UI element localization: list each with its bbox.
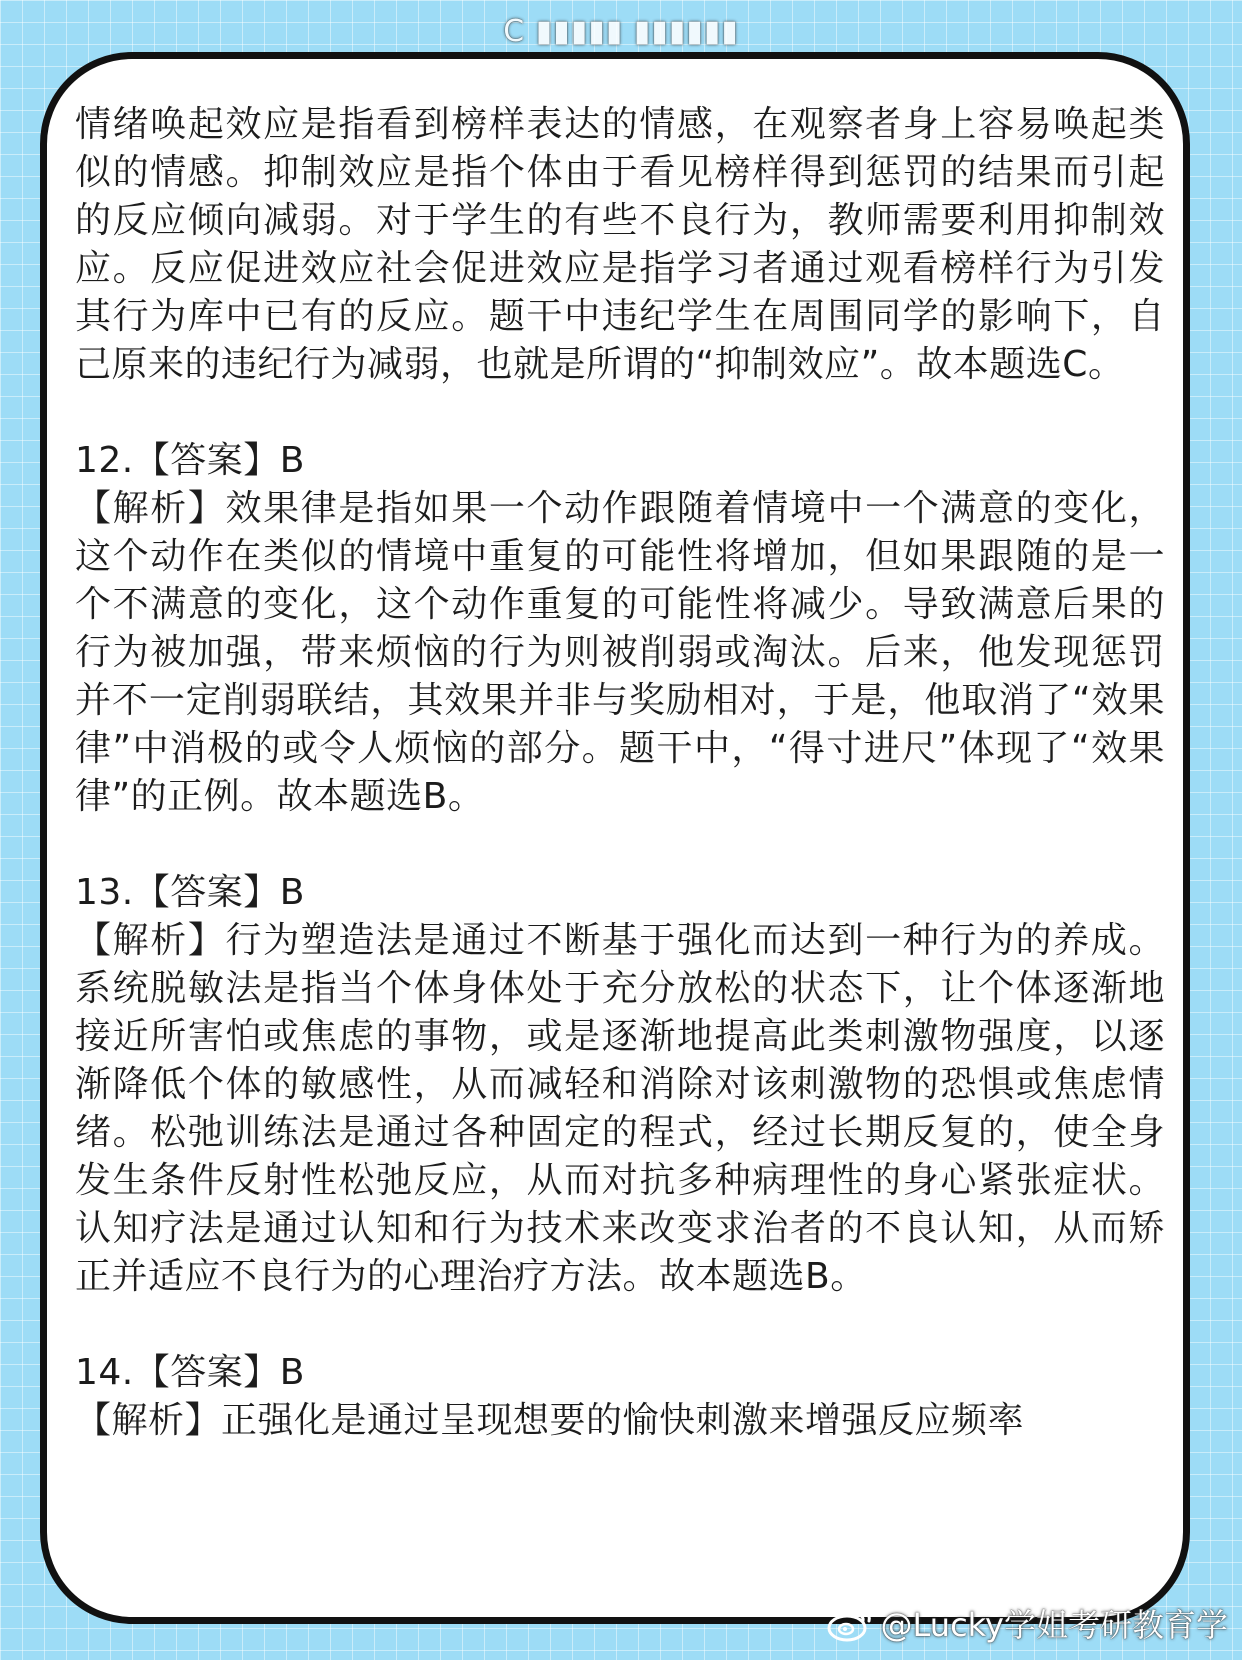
paragraph-11-explanation: 情绪唤起效应是指看到榜样表达的情感，在观察者身上容易唤起类似的情感。抑制效应是指个体由于看见榜样得到惩罚的结果而引起的反应倾向减弱。对于学生的有些不良行为，教师需要利用抑制效应。反应促进效应社会促进效应是指学习者通过观看榜样行为引发其行为库中已有的反应。题干中违纪学生在周围同学的影响下，自己原来的违纪行为减弱，也就是所谓的“抑制效应”。故本题选C。: [75, 104, 1165, 385]
answer-14-explanation: 【解析】正强化是通过呈现想要的愉快刺激来增强反应频率: [75, 1400, 1025, 1441]
answer-card: [40, 52, 1190, 1624]
answer-12-explanation: 【解析】效果律是指如果一个动作跟随着情境中一个满意的变化，这个动作在类似的情境中重复的可能性将增加，但如果跟随的是一个不满意的变化，这个动作重复的可能性将减少。导致满意后果的行为被加强，带来烦恼的行为则被削弱或淘汰。后来，他发现惩罚并不一定削弱联结，其效果并非与奖励相对，于是，他取消了“效果律”中消极的或令人烦恼的部分。题干中，“得寸进尺”体现了“效果律”的正例。故本题选B。: [75, 488, 1165, 817]
answer-14-heading: 14.【答案】B: [75, 1352, 305, 1393]
weibo-icon: [827, 1603, 873, 1643]
answer-content: [75, 101, 1165, 1445]
answer-13-heading: 13.【答案】B: [75, 872, 305, 913]
answer-12-heading: 12.【答案】B: [75, 440, 305, 481]
bottom-watermark: [827, 1600, 1228, 1646]
answer-13-explanation: 【解析】行为塑造法是通过不断基于强化而达到一种行为的养成。系统脱敏法是指当个体身体处于充分放松的状态下，让个体逐渐地接近所害怕或焦虑的事物，或是逐渐地提高此类刺激物强度，以逐渐降低个体的敏感性，从而减轻和消除对该刺激物的恐惧或焦虑情绪。松弛训练法是通过各种固定的程式，经过长期反复的，使全身发生条件反射性松弛反应，从而对抗多种病理性的身心紧张症状。认知疗法是通过认知和行为技术来改变求治者的不良认知，从而矫正并适应不良行为的心理治疗方法。故本题选B。: [75, 920, 1165, 1297]
bottom-watermark-text: @Lucky学姐考研教育学: [880, 1606, 1228, 1644]
top-watermark: C ▮▮▮▮▮ ▮▮▮▮▮▮: [503, 14, 739, 49]
